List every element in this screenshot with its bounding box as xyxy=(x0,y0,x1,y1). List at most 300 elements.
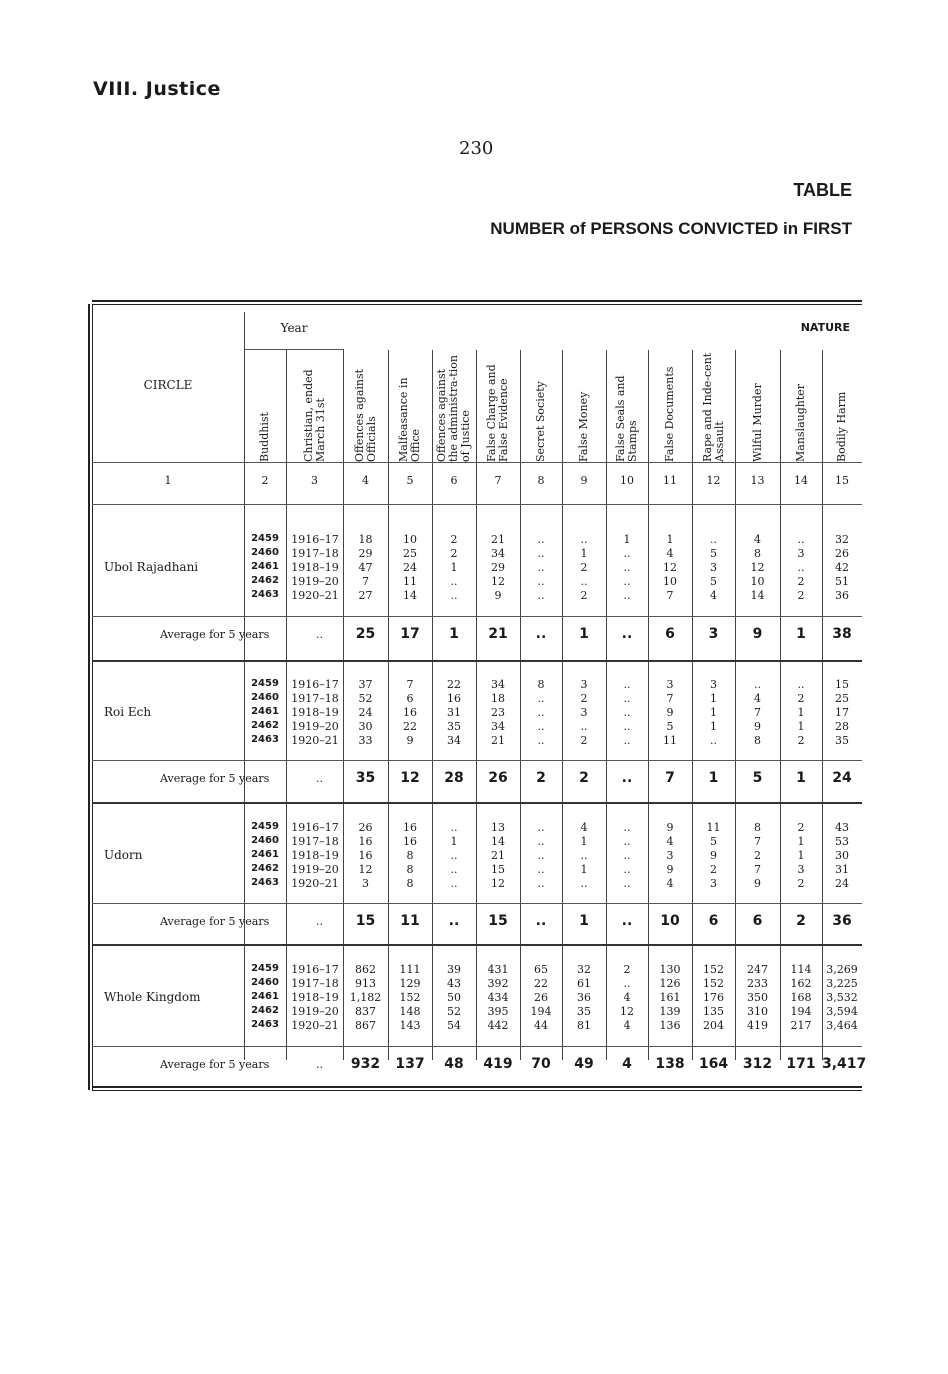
christian-year: 1920–21 xyxy=(291,1019,339,1032)
circle-name: Roi Ech xyxy=(104,705,152,719)
buddhist-year: 2463 xyxy=(251,877,279,888)
data-cell: 24 xyxy=(403,561,417,574)
data-cell: 36 xyxy=(577,991,591,1004)
data-cell: .. xyxy=(537,720,545,733)
data-cell: .. xyxy=(623,575,631,588)
data-cell: .. xyxy=(537,734,545,747)
data-cell: .. xyxy=(450,589,458,602)
average-separator xyxy=(92,1046,862,1047)
average-dots: .. xyxy=(316,628,323,641)
number-row-line xyxy=(92,504,862,505)
data-cell: 21 xyxy=(491,533,505,546)
data-cell: 4 xyxy=(754,533,761,546)
column-divider xyxy=(692,350,693,1060)
average-value: .. xyxy=(621,770,633,786)
christian-year: 1918–19 xyxy=(291,706,339,719)
data-cell: 10 xyxy=(403,533,417,546)
data-cell: 81 xyxy=(577,1019,591,1032)
data-cell: .. xyxy=(580,849,588,862)
average-value: 48 xyxy=(444,1056,464,1072)
christian-year: 1920–21 xyxy=(291,877,339,890)
christian-year: 1919–20 xyxy=(291,863,339,876)
average-value: 2 xyxy=(796,913,806,929)
data-cell: 1 xyxy=(450,561,458,574)
average-value: 36 xyxy=(832,913,852,929)
data-cell: 114 xyxy=(790,963,812,976)
data-cell: .. xyxy=(623,835,631,848)
column-header: Secret Society xyxy=(534,381,547,462)
data-cell: .. xyxy=(450,575,458,588)
data-cell: 7 xyxy=(754,863,761,876)
data-cell: 22 xyxy=(447,678,461,691)
average-value: 24 xyxy=(832,770,852,786)
column-header: Offences against Officials xyxy=(352,368,378,462)
buddhist-year: 2461 xyxy=(251,706,279,717)
average-value: 17 xyxy=(400,626,420,642)
data-cell: 2 xyxy=(580,692,588,705)
nature-header: NATURE xyxy=(800,321,850,334)
column-header: Rape and Inde-cent Assault xyxy=(700,352,726,462)
data-cell: .. xyxy=(623,977,631,990)
data-cell: 168 xyxy=(790,991,812,1004)
data-cell: 152 xyxy=(703,977,724,990)
data-cell: 12 xyxy=(663,561,677,574)
section-title: VIII. Justice xyxy=(93,78,221,100)
data-cell: 34 xyxy=(447,734,461,747)
data-cell: 12 xyxy=(620,1005,634,1018)
average-value: 932 xyxy=(350,1056,381,1072)
data-cell: 867 xyxy=(355,1019,376,1032)
data-cell: 52 xyxy=(358,692,373,705)
data-cell: 37 xyxy=(358,678,373,691)
data-cell: .. xyxy=(623,547,631,560)
data-cell: 3,464 xyxy=(826,1019,858,1032)
buddhist-year: 2460 xyxy=(251,692,279,703)
data-cell: 395 xyxy=(487,1005,509,1018)
data-cell: 9 xyxy=(754,877,761,890)
buddhist-year: 2460 xyxy=(251,977,279,988)
data-cell: 47 xyxy=(358,561,373,574)
block-divider xyxy=(92,660,862,662)
data-cell: 12 xyxy=(491,575,505,588)
data-cell: .. xyxy=(537,575,545,588)
page-number: 230 xyxy=(459,138,494,159)
column-number: 4 xyxy=(362,474,369,487)
average-value: 1 xyxy=(579,626,589,642)
data-cell: .. xyxy=(623,561,631,574)
buddhist-year: 2462 xyxy=(251,1005,279,1016)
data-cell: 4 xyxy=(580,821,588,834)
average-value: .. xyxy=(535,913,547,929)
buddhist-year: 2459 xyxy=(251,963,279,974)
data-cell: 10 xyxy=(750,575,765,588)
average-value: 4 xyxy=(622,1056,632,1072)
buddhist-year: 2463 xyxy=(251,589,279,600)
data-cell: 5 xyxy=(710,835,717,848)
data-cell: .. xyxy=(450,863,458,876)
average-value: 25 xyxy=(355,626,376,642)
data-cell: .. xyxy=(754,678,761,691)
column-divider xyxy=(822,350,823,1060)
christian-year: 1920–21 xyxy=(291,734,339,747)
data-cell: .. xyxy=(537,589,545,602)
column-header: False Money xyxy=(577,391,590,462)
buddhist-year: 2462 xyxy=(251,575,279,586)
data-cell: .. xyxy=(623,821,631,834)
buddhist-year: 2463 xyxy=(251,734,279,745)
data-cell: 8 xyxy=(406,849,414,862)
average-label: Average for 5 years xyxy=(160,1058,270,1071)
data-cell: 61 xyxy=(577,977,591,990)
average-value: 138 xyxy=(655,1056,685,1072)
christian-year: 1918–19 xyxy=(291,849,339,862)
data-cell: .. xyxy=(797,561,805,574)
average-value: 1 xyxy=(796,770,806,786)
average-value: 15 xyxy=(488,913,508,929)
table-left-rule xyxy=(88,304,90,1090)
data-cell: 1 xyxy=(710,706,717,719)
data-cell: 9 xyxy=(666,821,674,834)
data-cell: 247 xyxy=(747,963,768,976)
block-divider xyxy=(92,802,862,804)
circle-header: CIRCLE xyxy=(143,378,193,392)
column-header: Buddhist xyxy=(258,412,271,462)
data-cell: 7 xyxy=(666,692,674,705)
table-left-rule-2 xyxy=(92,304,93,1090)
data-cell: 4 xyxy=(623,1019,631,1032)
column-divider xyxy=(520,350,521,1060)
data-cell: 32 xyxy=(577,963,591,976)
data-cell: 54 xyxy=(447,1019,461,1032)
data-cell: 26 xyxy=(835,547,849,560)
average-value: 6 xyxy=(708,913,719,929)
data-cell: 25 xyxy=(403,547,417,560)
data-cell: 4 xyxy=(710,589,717,602)
data-cell: 2 xyxy=(450,547,458,560)
christian-year: 1916–17 xyxy=(291,821,339,834)
data-cell: .. xyxy=(797,533,805,546)
data-cell: 5 xyxy=(710,575,717,588)
data-cell: 1 xyxy=(797,706,805,719)
average-value: 171 xyxy=(786,1056,816,1072)
data-cell: 43 xyxy=(447,977,461,990)
christian-year: 1916–17 xyxy=(291,963,339,976)
column-header: Bodily Harm xyxy=(835,391,848,462)
data-cell: 3 xyxy=(580,678,588,691)
data-cell: 16 xyxy=(403,821,417,834)
data-cell: 161 xyxy=(659,991,681,1004)
column-number: 5 xyxy=(406,474,414,487)
data-cell: .. xyxy=(537,849,545,862)
data-cell: 43 xyxy=(835,821,849,834)
data-cell: 143 xyxy=(399,1019,421,1032)
average-value: 5 xyxy=(752,770,763,786)
data-cell: 7 xyxy=(754,706,761,719)
data-cell: 27 xyxy=(358,589,373,602)
data-cell: 2 xyxy=(710,863,717,876)
data-cell: .. xyxy=(623,734,631,747)
average-value: .. xyxy=(535,626,547,642)
data-cell: 152 xyxy=(703,963,724,976)
data-cell: 204 xyxy=(703,1019,724,1032)
data-cell: 18 xyxy=(491,692,505,705)
data-cell: 139 xyxy=(659,1005,681,1018)
column-number: 8 xyxy=(537,474,545,487)
data-cell: 36 xyxy=(835,589,849,602)
data-cell: 8 xyxy=(754,734,761,747)
data-cell: .. xyxy=(623,863,631,876)
average-value: .. xyxy=(621,626,633,642)
data-cell: 11 xyxy=(706,821,721,834)
data-cell: 152 xyxy=(399,991,421,1004)
christian-year: 1916–17 xyxy=(291,678,339,691)
column-number: 11 xyxy=(663,474,677,487)
data-cell: 162 xyxy=(790,977,812,990)
average-value: 1 xyxy=(796,626,806,642)
data-cell: 130 xyxy=(659,963,681,976)
data-cell: 135 xyxy=(703,1005,724,1018)
column-divider xyxy=(606,350,607,1060)
data-cell: 16 xyxy=(358,849,373,862)
data-cell: 16 xyxy=(447,692,461,705)
average-value: .. xyxy=(448,913,460,929)
data-cell: 8 xyxy=(754,547,761,560)
column-header: Wilful Murder xyxy=(750,383,764,462)
data-cell: 26 xyxy=(358,821,373,834)
column-divider xyxy=(343,350,344,1060)
buddhist-year: 2462 xyxy=(251,720,279,731)
data-cell: 3 xyxy=(797,863,805,876)
data-cell: 2 xyxy=(450,533,458,546)
data-cell: 3 xyxy=(362,877,369,890)
data-cell: .. xyxy=(537,877,545,890)
data-cell: 148 xyxy=(399,1005,421,1018)
data-cell: 392 xyxy=(487,977,509,990)
data-cell: 11 xyxy=(403,575,417,588)
average-value: 38 xyxy=(832,626,852,642)
column-header: False Documents xyxy=(663,366,676,462)
data-cell: 50 xyxy=(447,991,461,1004)
average-value: 1 xyxy=(449,626,459,642)
data-cell: 9 xyxy=(494,589,502,602)
table-bottom-rule-2 xyxy=(92,1090,862,1091)
column-header: Offences against the administra-tion of Justice xyxy=(435,355,472,462)
data-cell: 2 xyxy=(754,849,761,862)
data-cell: 3,532 xyxy=(826,991,858,1004)
data-cell: 1 xyxy=(797,720,805,733)
data-cell: .. xyxy=(623,877,631,890)
average-value: 6 xyxy=(752,913,763,929)
data-cell: .. xyxy=(580,720,588,733)
data-cell: 7 xyxy=(754,835,761,848)
data-cell: 2 xyxy=(797,692,805,705)
data-cell: .. xyxy=(623,678,631,691)
average-value: 419 xyxy=(483,1056,513,1072)
data-cell: 12 xyxy=(358,863,373,876)
data-cell: 35 xyxy=(835,734,849,747)
buddhist-year: 2459 xyxy=(251,821,279,832)
data-cell: .. xyxy=(537,821,545,834)
column-divider xyxy=(735,350,736,1060)
data-cell: 22 xyxy=(534,977,548,990)
data-cell: 8 xyxy=(406,863,414,876)
data-cell: 15 xyxy=(491,863,505,876)
data-cell: 16 xyxy=(403,706,417,719)
christian-year: 1918–19 xyxy=(291,991,339,1004)
data-cell: .. xyxy=(450,849,458,862)
column-divider xyxy=(476,350,477,1060)
christian-year: 1917–18 xyxy=(291,547,339,560)
data-cell: 2 xyxy=(797,821,805,834)
data-cell: .. xyxy=(623,589,631,602)
average-value: 35 xyxy=(355,770,376,786)
column-divider xyxy=(780,350,781,1060)
data-cell: 2 xyxy=(797,877,805,890)
data-cell: 1 xyxy=(580,547,588,560)
data-cell: 29 xyxy=(491,561,505,574)
data-cell: 431 xyxy=(487,963,509,976)
average-value: 1 xyxy=(579,913,589,929)
data-cell: 4 xyxy=(666,835,674,848)
data-cell: 17 xyxy=(835,706,849,719)
data-cell: 1 xyxy=(580,863,588,876)
data-cell: 39 xyxy=(447,963,461,976)
data-cell: .. xyxy=(450,877,458,890)
column-divider xyxy=(388,350,389,1060)
data-cell: 5 xyxy=(710,547,717,560)
data-cell: 2 xyxy=(580,561,588,574)
christian-year: 1920–21 xyxy=(291,589,339,602)
year-underline xyxy=(244,349,344,350)
data-cell: 16 xyxy=(358,835,373,848)
average-value: 21 xyxy=(488,626,508,642)
average-separator xyxy=(92,760,862,761)
data-cell: 44 xyxy=(534,1019,548,1032)
data-cell: 9 xyxy=(754,720,761,733)
data-cell: 31 xyxy=(447,706,461,719)
data-cell: .. xyxy=(797,678,805,691)
data-cell: 9 xyxy=(406,734,414,747)
data-cell: 32 xyxy=(835,533,849,546)
data-cell: 2 xyxy=(623,963,631,976)
column-header: Malfeasance in Office xyxy=(397,377,422,462)
column-number: 12 xyxy=(706,474,721,487)
average-separator xyxy=(92,903,862,904)
average-value: 1 xyxy=(708,770,719,786)
circle-name: Ubol Rajadhani xyxy=(104,560,199,574)
data-cell: 3 xyxy=(666,849,674,862)
data-cell: .. xyxy=(537,692,545,705)
data-cell: 350 xyxy=(747,991,768,1004)
data-cell: .. xyxy=(537,835,545,848)
data-cell: 28 xyxy=(835,720,849,733)
data-cell: 2 xyxy=(797,734,805,747)
data-cell: 1 xyxy=(580,835,588,848)
data-cell: 25 xyxy=(835,692,849,705)
christian-year: 1919–20 xyxy=(291,720,339,733)
data-cell: 4 xyxy=(666,547,674,560)
data-cell: 1,182 xyxy=(349,991,382,1004)
data-cell: 52 xyxy=(447,1005,461,1018)
column-divider xyxy=(286,350,287,1060)
data-cell: .. xyxy=(537,547,545,560)
data-cell: 217 xyxy=(790,1019,812,1032)
data-cell: 233 xyxy=(747,977,768,990)
average-value: 137 xyxy=(395,1056,425,1072)
christian-year: 1917–18 xyxy=(291,692,339,705)
data-cell: 176 xyxy=(703,991,724,1004)
column-header: Manslaughter xyxy=(794,383,807,462)
data-cell: 13 xyxy=(491,821,505,834)
data-cell: 4 xyxy=(666,877,674,890)
data-cell: 12 xyxy=(750,561,765,574)
data-cell: .. xyxy=(710,533,717,546)
data-cell: 4 xyxy=(754,692,761,705)
average-value: .. xyxy=(621,913,633,929)
circle-name: Udorn xyxy=(104,848,143,862)
data-cell: .. xyxy=(710,734,717,747)
data-cell: 42 xyxy=(835,561,849,574)
data-cell: .. xyxy=(623,720,631,733)
data-cell: 35 xyxy=(447,720,461,733)
data-cell: 14 xyxy=(750,589,765,602)
average-value: 49 xyxy=(574,1056,594,1072)
data-cell: .. xyxy=(450,821,458,834)
data-cell: 31 xyxy=(835,863,849,876)
column-number: 13 xyxy=(750,474,765,487)
data-cell: 8 xyxy=(537,678,545,691)
data-cell: 14 xyxy=(491,835,505,848)
data-cell: 194 xyxy=(530,1005,552,1018)
data-cell: 3,269 xyxy=(826,963,858,976)
average-value: 2 xyxy=(536,770,546,786)
header-bottom-line xyxy=(92,462,862,463)
average-label: Average for 5 years xyxy=(160,628,270,641)
data-cell: 9 xyxy=(666,863,674,876)
data-cell: 1 xyxy=(623,533,631,546)
average-value: 15 xyxy=(355,913,376,929)
data-cell: 111 xyxy=(399,963,421,976)
average-value: 70 xyxy=(531,1056,551,1072)
column-number: 10 xyxy=(620,474,634,487)
data-cell: 3 xyxy=(710,561,717,574)
data-cell: 9 xyxy=(710,849,717,862)
data-cell: 65 xyxy=(534,963,548,976)
data-cell: 12 xyxy=(491,877,505,890)
data-cell: 30 xyxy=(358,720,373,733)
data-cell: 1 xyxy=(450,835,458,848)
data-cell: 5 xyxy=(666,720,674,733)
column-header: False Seals and Stamps xyxy=(614,375,639,462)
table-subtitle: NUMBER of PERSONS CONVICTED in FIRST xyxy=(490,219,852,238)
data-cell: 419 xyxy=(747,1019,768,1032)
data-cell: 913 xyxy=(355,977,376,990)
table-top-rule-2 xyxy=(92,304,862,305)
christian-year: 1916–17 xyxy=(291,533,339,546)
average-value: 3 xyxy=(708,626,719,642)
average-label: Average for 5 years xyxy=(160,772,270,785)
christian-year: 1917–18 xyxy=(291,977,339,990)
data-cell: 30 xyxy=(835,849,849,862)
column-number: 3 xyxy=(311,474,318,487)
data-cell: .. xyxy=(580,533,588,546)
data-cell: 7 xyxy=(666,589,674,602)
data-cell: 2 xyxy=(580,589,588,602)
average-value: 28 xyxy=(444,770,464,786)
column-divider xyxy=(562,350,563,1060)
table-top-rule xyxy=(92,300,862,302)
data-cell: 22 xyxy=(403,720,417,733)
